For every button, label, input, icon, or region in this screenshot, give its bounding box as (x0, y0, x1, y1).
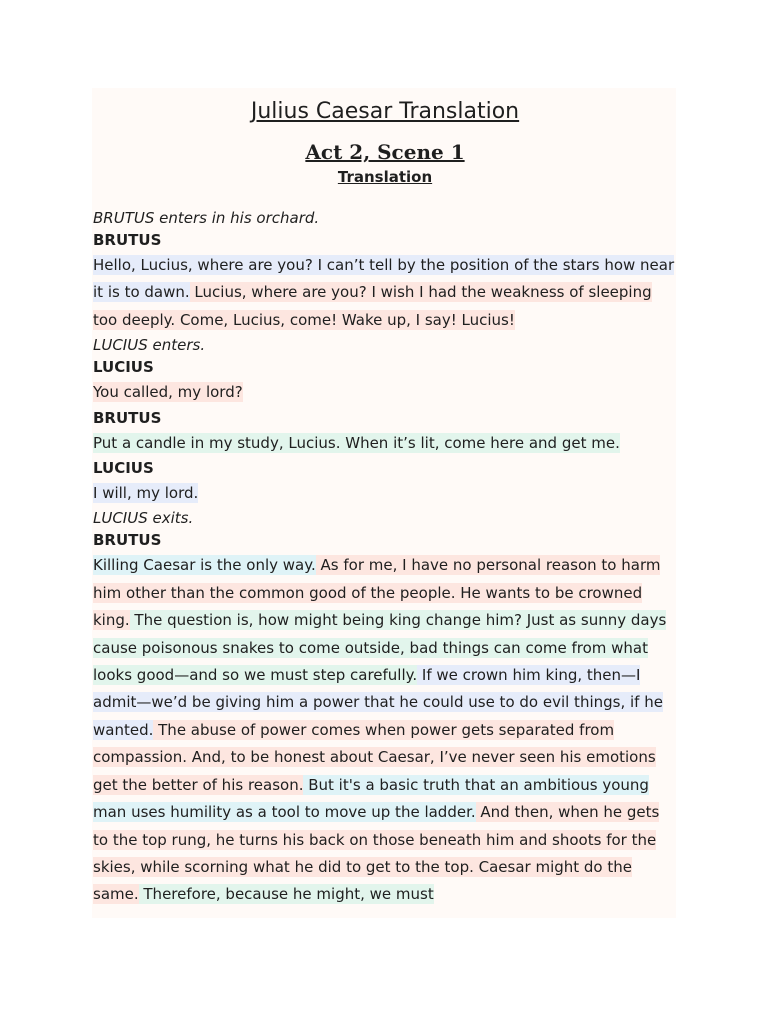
highlighted-segment: But it's a basic truth that an ambitious young man uses humility as a tool to move up the ladder. (93, 775, 649, 822)
speaker-name: LUCIUS (93, 358, 154, 377)
highlighted-segment: The abuse of power comes when power gets separated from compassion. And, to be honest about Caesar, I’ve never seen his emotions get the better of his reason. (93, 720, 656, 794)
speech-line (93, 551, 677, 908)
highlighted-segment: As for me, I have no personal reason to harm him other than the common good of the people. He wants to be crowned king. (93, 556, 661, 630)
highlighted-segment: Lucius, where are you? I wish I had the weakness of sleeping too deeply. Come, Lucius, come! Wake up, I say! Lucius! (93, 283, 652, 329)
highlighted-segment: Hello, Lucius, where are you? I can’t tell by the position of the stars how near it is to dawn. (93, 256, 675, 302)
speech-line (93, 251, 677, 334)
highlighted-segment: Killing Caesar is the only way. (93, 556, 316, 575)
stage-direction: LUCIUS enters. (93, 336, 206, 355)
document-content (93, 96, 677, 909)
speaker-name: BRUTUS (93, 231, 162, 249)
highlighted-segment: And then, when he gets to the top rung, he turns his back on those beneath him and shoots for the skies, while scorning what he did to get to the top. Caesar might do the same. (93, 803, 660, 904)
highlighted-segment: I will, my lord. (93, 484, 199, 503)
highlighted-segment: Put a candle in my study, Lucius. When it’s lit, come here and get me. (93, 433, 620, 452)
highlighted-segment: You called, my lord? (93, 383, 243, 402)
speaker-name: BRUTUS (93, 408, 162, 427)
speech-line (93, 479, 677, 507)
act-scene-heading: Act 2, Scene 1 (305, 140, 465, 164)
translation-heading: Translation (337, 168, 433, 186)
speaker-name: BRUTUS (93, 531, 162, 550)
stage-direction: BRUTUS enters in his orchard. (93, 209, 320, 227)
highlighted-segment: If we crown him king, then—I admit—we’d be giving him a power that he could use to do evil things, if he wanted. (93, 666, 663, 739)
speech-line (93, 378, 677, 406)
document-title: Julius Caesar Translation (250, 99, 520, 124)
highlighted-segment: The question is, how might being king change him? Just as sunny days cause poisonous snakes to come outside, bad things can come from what looks good—and so we must step carefully. (93, 611, 667, 685)
speech-line (93, 429, 677, 457)
highlighted-segment: Therefore, because he might, we must (138, 885, 434, 904)
script-body (93, 207, 677, 909)
speaker-name: LUCIUS (93, 459, 154, 478)
stage-direction: LUCIUS exits. (93, 509, 194, 528)
